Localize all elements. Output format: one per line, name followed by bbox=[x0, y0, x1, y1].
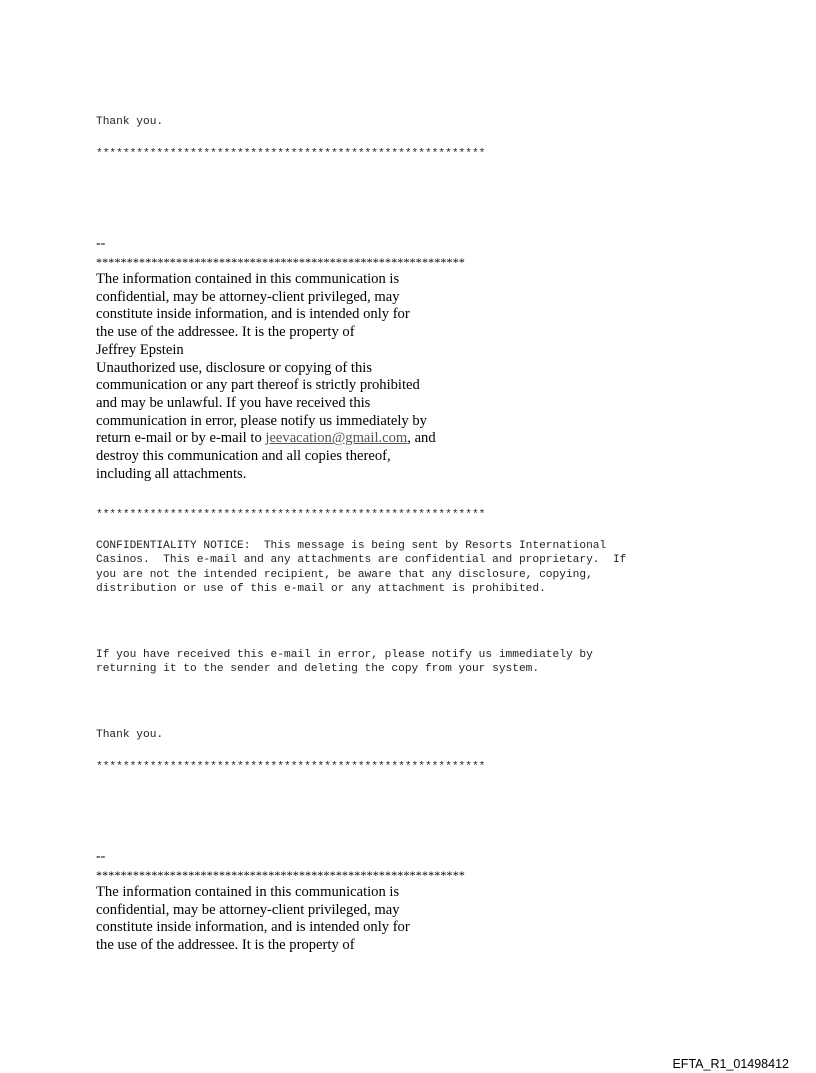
disclaimer-line: constitute inside information, and is intended only for bbox=[96, 919, 410, 936]
confidentiality-notice bbox=[96, 539, 626, 597]
notice-line: CONFIDENTIALITY NOTICE: This message is being sent by Resorts International bbox=[96, 540, 607, 552]
notice-line: Casinos. This e-mail and any attachments are confidential and proprietary. If bbox=[96, 554, 627, 567]
signature-dash: -- bbox=[96, 236, 106, 251]
asterisk-separator: ************************************************************ bbox=[96, 255, 465, 269]
asterisk-separator: ********************************************************** bbox=[96, 761, 486, 773]
asterisk-separator: ************************************************************ bbox=[96, 868, 465, 882]
notice-line: you are not the intended recipient, be aware that any disclosure, copying, bbox=[96, 568, 593, 581]
thank-you-text: Thank you. bbox=[96, 116, 164, 128]
disclaimer-line: communication in error, please notify us immediately by bbox=[96, 412, 427, 429]
disclaimer-line: The information contained in this communication is bbox=[96, 271, 400, 287]
disclaimer-line: Unauthorized use, disclosure or copying of this bbox=[96, 359, 373, 376]
disclaimer-line: destroy this communication and all copies thereof, bbox=[96, 448, 391, 465]
disclaimer-line: The information contained in this communication is bbox=[96, 884, 400, 900]
notice-line: returning it to the sender and deleting the copy from your system. bbox=[96, 663, 540, 676]
disclaimer-line: the use of the addressee. It is the property of bbox=[96, 937, 355, 954]
email-link[interactable]: jeevacation@gmail.com bbox=[265, 430, 408, 447]
disclaimer-line: including all attachments. bbox=[96, 465, 247, 482]
disclaimer-line: confidential, may be attorney-client privileged, may bbox=[96, 901, 400, 918]
disclaimer-line: Jeffrey Epstein bbox=[96, 341, 184, 358]
disclaimer-line: and may be unlawful. If you have received this bbox=[96, 394, 371, 411]
signature-dash: -- bbox=[96, 849, 106, 864]
asterisk-separator: ********************************************************** bbox=[96, 148, 486, 160]
disclaimer-line: the use of the addressee. It is the property of bbox=[96, 324, 355, 341]
thank-you-text: Thank you. bbox=[96, 729, 164, 741]
asterisk-separator: ********************************************************** bbox=[96, 509, 486, 521]
link-prefix: return e-mail or by e-mail to bbox=[96, 430, 266, 447]
disclaimer-line: communication or any part thereof is strictly prohibited bbox=[96, 377, 420, 394]
link-suffix: , and bbox=[407, 430, 436, 447]
confidentiality-disclaimer bbox=[96, 884, 410, 955]
document-id: EFTA_R1_01498412 bbox=[672, 1057, 789, 1071]
disclaimer-line: confidential, may be attorney-client privileged, may bbox=[96, 288, 400, 305]
notice-line: If you have received this e-mail in error, please notify us immediately by bbox=[96, 649, 593, 661]
confidentiality-disclaimer bbox=[96, 271, 436, 483]
disclaimer-line-with-link bbox=[96, 430, 436, 448]
notice-line: distribution or use of this e-mail or any attachment is prohibited. bbox=[96, 583, 546, 596]
error-notice bbox=[96, 648, 593, 677]
disclaimer-line: constitute inside information, and is intended only for bbox=[96, 306, 410, 323]
